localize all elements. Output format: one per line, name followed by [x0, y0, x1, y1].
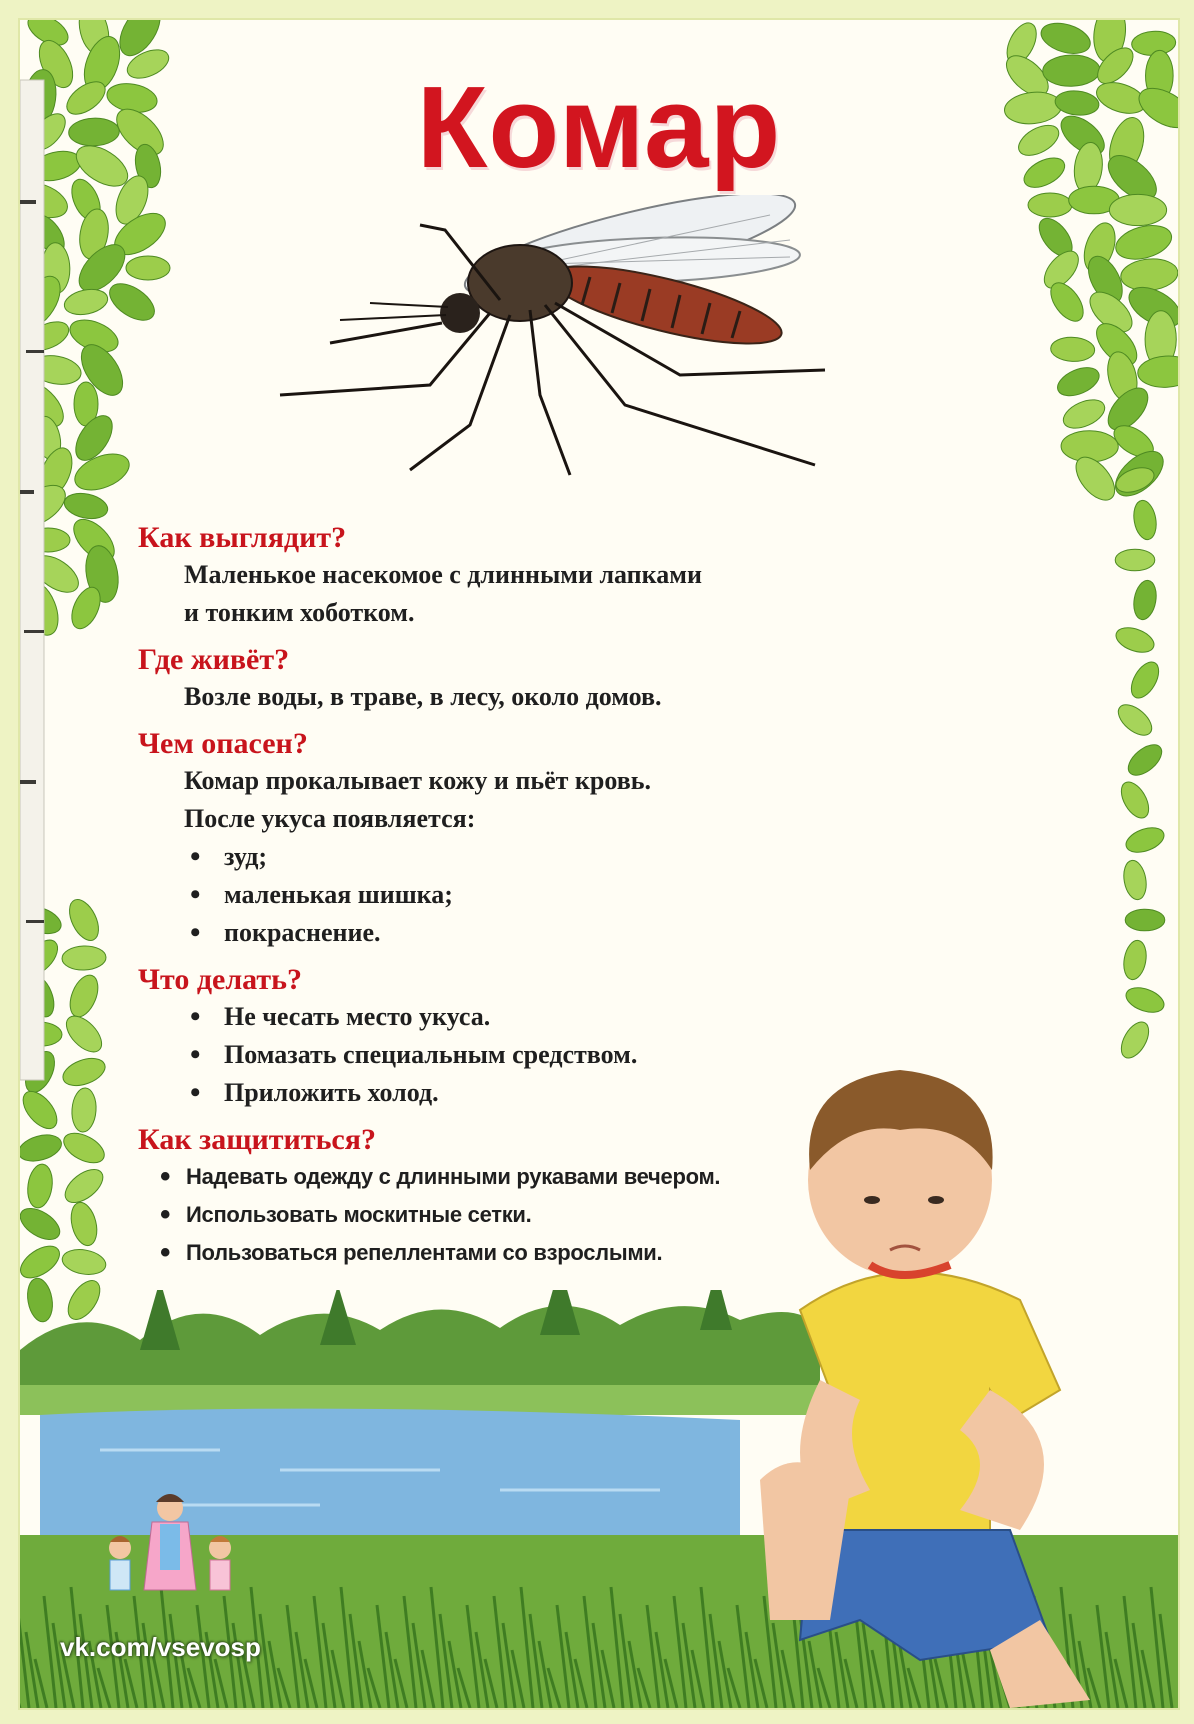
leaf [1061, 430, 1119, 462]
leaf [1059, 394, 1109, 434]
leaf [82, 543, 123, 605]
vk-watermark: vk.com/vsevosp [60, 1632, 261, 1662]
leaf [34, 443, 79, 500]
leaf [1113, 699, 1157, 741]
leaf [25, 1163, 55, 1210]
mosquito-illustration [270, 195, 920, 535]
leaf [20, 1202, 65, 1246]
heading-danger: Чем опасен? [138, 727, 308, 760]
leaf [60, 1010, 108, 1058]
list-item: • покраснение. [184, 914, 838, 952]
leaf [1123, 823, 1168, 857]
leaf [1126, 657, 1165, 702]
text-line: После укуса появляется: [184, 804, 476, 833]
poster-title: Комар [416, 62, 782, 192]
section-protection [138, 1122, 838, 1272]
leaf [1089, 316, 1144, 372]
leaf [103, 276, 160, 327]
section-appearance [138, 520, 838, 632]
symptoms-list [138, 838, 838, 952]
leaf [1081, 251, 1129, 309]
leaf [41, 242, 70, 294]
heading-habitat: Где живёт? [138, 643, 290, 676]
leaf [68, 409, 119, 466]
leaf [65, 971, 104, 1021]
section-what-to-do [138, 962, 838, 1112]
leaf [59, 1053, 109, 1091]
leaf [126, 256, 170, 280]
leaf [62, 286, 110, 319]
leaf [1131, 499, 1159, 542]
leaf [59, 1163, 108, 1209]
section-habitat [138, 642, 838, 716]
leaf [1113, 623, 1158, 657]
leaf [20, 1047, 60, 1097]
leaf [23, 20, 73, 51]
leaf [1131, 579, 1159, 622]
list-item: • Использовать москитные сетки. [160, 1196, 838, 1234]
leaf [76, 207, 112, 262]
leaf [20, 901, 65, 939]
leaf [29, 352, 84, 388]
leaf [21, 971, 60, 1021]
leaf [62, 945, 107, 971]
leaf [1122, 279, 1178, 335]
heading-protection: Как защититься? [138, 1123, 376, 1156]
list-item: • маленькая шишка; [184, 876, 838, 914]
leaf [1121, 939, 1149, 982]
text-line: и тонким хоботком. [184, 598, 415, 627]
text-line: Комар прокалывает кожу и пьёт кровь. [184, 766, 651, 795]
list-item: • Приложить холод. [184, 1074, 838, 1112]
leaf [1037, 20, 1093, 59]
leaf [65, 314, 122, 359]
heading-what-to-do: Что делать? [138, 963, 303, 996]
leaf [20, 477, 72, 535]
leaf [108, 205, 173, 263]
poster [18, 18, 1180, 1710]
leaf [1044, 277, 1089, 327]
leaf [1028, 193, 1072, 217]
list-item: • Не чесать место укуса. [184, 998, 838, 1036]
leaf [64, 895, 105, 945]
leaf [20, 1240, 65, 1285]
leaf [66, 512, 121, 568]
leaf [20, 1021, 62, 1047]
leaf [1050, 336, 1095, 362]
leaf [26, 528, 70, 552]
leaf [1083, 285, 1139, 339]
leaf [60, 1246, 107, 1277]
leaf [1069, 450, 1122, 507]
leaf [70, 1087, 97, 1133]
leaf [1108, 443, 1172, 504]
text-line: Возле воды, в траве, в лесу, около домов. [184, 682, 662, 711]
leaf [1123, 983, 1168, 1017]
leaf [1103, 349, 1142, 405]
leaf [70, 447, 135, 497]
leaf [20, 373, 71, 435]
leaf [27, 548, 84, 599]
actions-list [138, 998, 838, 1112]
leaf [1121, 859, 1149, 902]
leaf [74, 20, 113, 58]
leaf [1125, 909, 1165, 931]
leaf [20, 934, 64, 982]
protection-list [138, 1158, 838, 1272]
leaf [73, 338, 131, 403]
leaf [1112, 220, 1175, 265]
family-logo [90, 1490, 250, 1620]
leaf [1116, 1017, 1155, 1062]
leaf [1145, 311, 1177, 369]
leaf [23, 316, 73, 356]
leaf [25, 209, 70, 259]
leaf [74, 382, 98, 426]
leaf [1119, 256, 1178, 292]
leaf [66, 583, 106, 633]
list-item: • зуд; [184, 838, 838, 876]
text-line: Маленькое насекомое с длинными лапками [184, 560, 702, 589]
leaf [59, 1127, 109, 1169]
leaf [62, 490, 110, 523]
list-item: • Надевать одежду с длинными рукавами вечером. [160, 1158, 838, 1196]
section-danger [138, 726, 838, 952]
leaf [20, 1085, 63, 1134]
leaf [112, 20, 169, 63]
list-item: • Помазать специальным средством. [184, 1036, 838, 1074]
leaf [1033, 213, 1079, 263]
info-content [138, 520, 838, 1282]
leaf [71, 237, 133, 300]
leaf [1038, 245, 1085, 294]
leaf [20, 269, 68, 334]
leaf [1078, 219, 1120, 276]
heading-appearance: Как выглядит? [138, 521, 347, 554]
leaf [1116, 777, 1155, 822]
leaf [1113, 463, 1158, 497]
leaf [1123, 739, 1167, 781]
boy-illustration [760, 1060, 1180, 1708]
leaf [1131, 30, 1176, 57]
leaf [1137, 354, 1178, 388]
list-item: • Пользоваться репеллентами со взрослыми. [160, 1234, 838, 1272]
leaf [20, 1130, 64, 1165]
leaf [1109, 194, 1166, 225]
leaf [67, 1200, 101, 1248]
leaf [1109, 419, 1159, 463]
leaf [32, 414, 65, 462]
leaf [1101, 381, 1155, 437]
leaf [1115, 549, 1155, 571]
leaf [1053, 362, 1103, 401]
leaf [20, 576, 65, 641]
leaf [1091, 20, 1129, 64]
